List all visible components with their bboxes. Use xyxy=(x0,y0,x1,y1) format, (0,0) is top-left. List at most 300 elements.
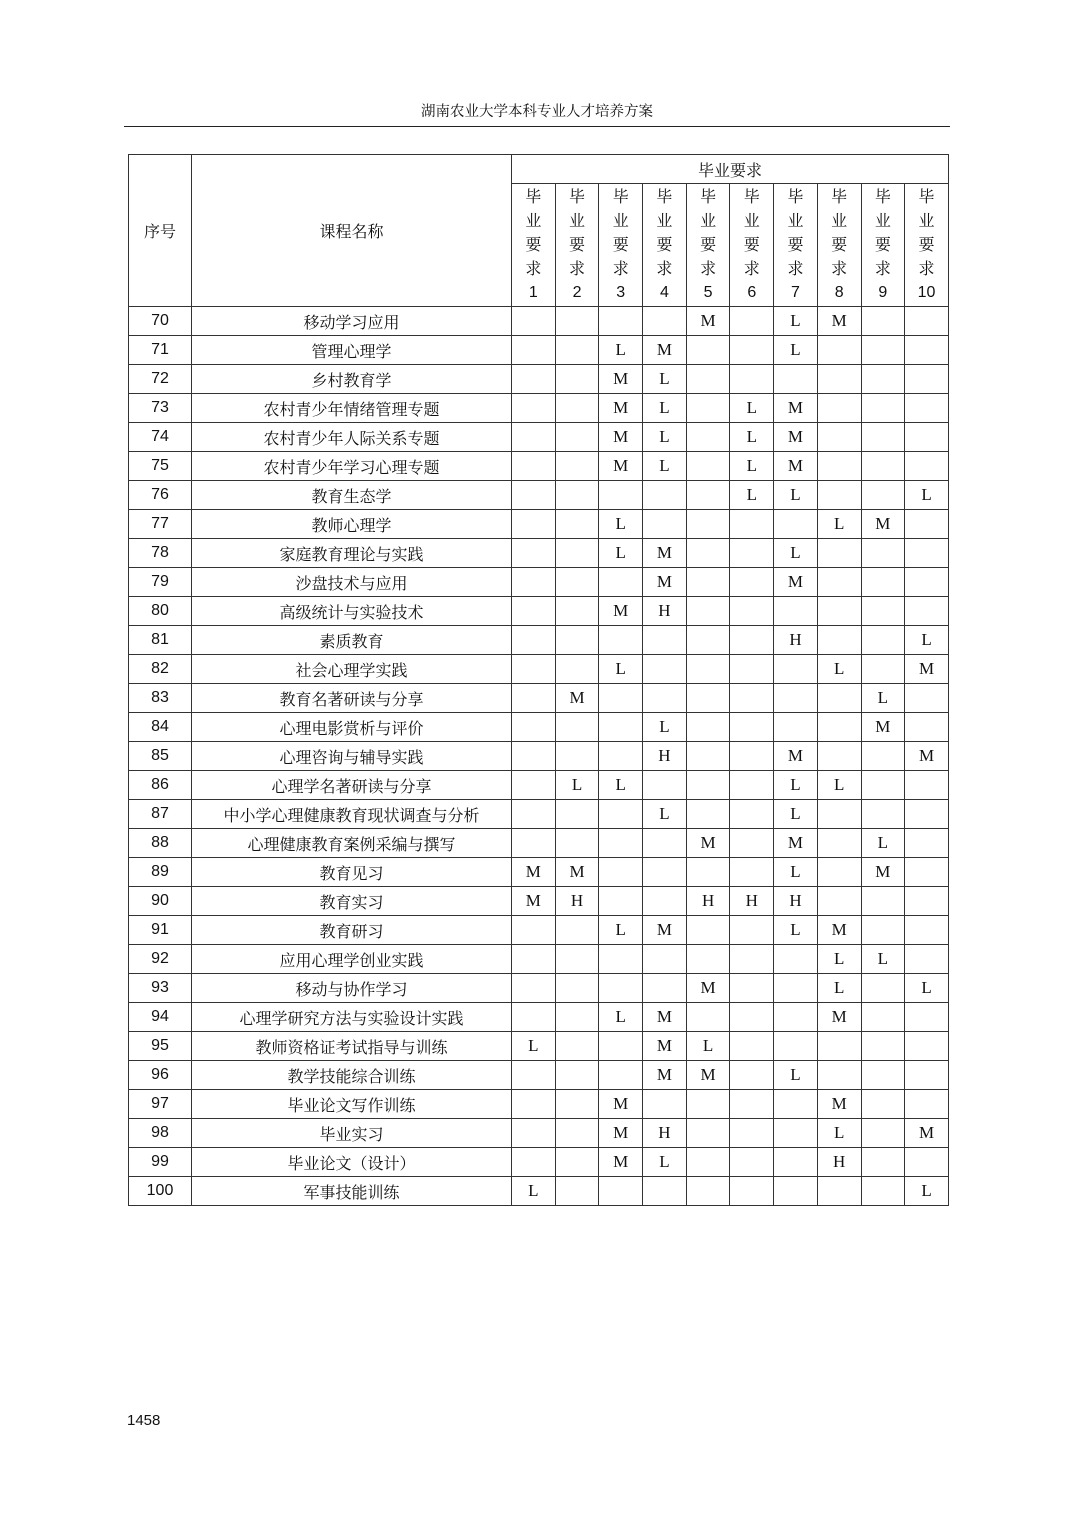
support-level-cell xyxy=(817,568,861,597)
support-level-cell xyxy=(599,1061,643,1090)
requirement-header-char: 业 xyxy=(831,211,848,230)
support-level-cell xyxy=(599,307,643,336)
course-name: 军事技能训练 xyxy=(192,1177,512,1206)
table-row xyxy=(129,1177,949,1206)
column-header-number: 序号 xyxy=(129,155,192,307)
support-level-cell: L xyxy=(861,945,905,974)
row-number: 77 xyxy=(129,510,192,539)
support-level-cell xyxy=(730,510,774,539)
support-level-cell xyxy=(555,916,599,945)
support-level-cell xyxy=(774,974,818,1003)
requirement-header-char: 业 xyxy=(569,211,586,230)
table-row xyxy=(129,1061,949,1090)
support-level-cell: M xyxy=(905,1119,949,1148)
support-level-cell: L xyxy=(730,394,774,423)
course-name: 农村青少年学习心理专题 xyxy=(192,452,512,481)
row-number: 98 xyxy=(129,1119,192,1148)
requirement-header-char: 毕 xyxy=(656,187,673,206)
support-level-cell xyxy=(686,481,730,510)
support-level-cell xyxy=(555,1119,599,1148)
support-level-cell xyxy=(555,829,599,858)
support-level-cell xyxy=(730,742,774,771)
support-level-cell xyxy=(905,713,949,742)
support-level-cell xyxy=(905,307,949,336)
support-level-cell xyxy=(774,1148,818,1177)
support-level-cell xyxy=(512,307,556,336)
support-level-cell xyxy=(817,829,861,858)
support-level-cell: M xyxy=(643,1032,687,1061)
support-level-cell: L xyxy=(817,655,861,684)
support-level-cell: M xyxy=(774,452,818,481)
page-header: 湖南农业大学本科专业人才培养方案 xyxy=(124,100,950,127)
requirement-header-char: 毕 xyxy=(525,187,542,206)
requirement-header-char: 业 xyxy=(525,211,542,230)
support-level-cell xyxy=(730,1003,774,1032)
support-level-cell xyxy=(599,568,643,597)
support-level-cell: L xyxy=(774,336,818,365)
support-level-cell xyxy=(730,916,774,945)
support-level-cell xyxy=(555,336,599,365)
requirement-header-number: 8 xyxy=(834,284,844,301)
support-level-cell: M xyxy=(905,655,949,684)
support-level-cell xyxy=(730,771,774,800)
course-name: 高级统计与实验技术 xyxy=(192,597,512,626)
support-level-cell xyxy=(512,510,556,539)
requirement-header-char: 业 xyxy=(612,211,629,230)
course-name: 毕业论文（设计） xyxy=(192,1148,512,1177)
requirement-header-char: 要 xyxy=(918,235,935,254)
requirement-header-char: 业 xyxy=(874,211,891,230)
table-row xyxy=(129,916,949,945)
support-level-cell: M xyxy=(686,1061,730,1090)
support-level-cell xyxy=(512,713,556,742)
requirement-header-char: 要 xyxy=(700,235,717,254)
course-name: 心理学名著研读与分享 xyxy=(192,771,512,800)
support-level-cell xyxy=(555,481,599,510)
support-level-cell: L xyxy=(599,1003,643,1032)
support-level-cell xyxy=(774,365,818,394)
support-level-cell xyxy=(555,1177,599,1206)
support-level-cell: M xyxy=(643,336,687,365)
support-level-cell: L xyxy=(774,539,818,568)
support-level-cell xyxy=(643,974,687,1003)
support-level-cell xyxy=(686,394,730,423)
support-level-cell xyxy=(861,742,905,771)
row-number: 93 xyxy=(129,974,192,1003)
requirement-header-char: 求 xyxy=(831,259,848,278)
course-name: 教师资格证考试指导与训练 xyxy=(192,1032,512,1061)
support-level-cell: H xyxy=(774,887,818,916)
support-level-cell: L xyxy=(643,365,687,394)
course-name: 社会心理学实践 xyxy=(192,655,512,684)
support-level-cell: M xyxy=(774,394,818,423)
course-name: 教育见习 xyxy=(192,858,512,887)
support-level-cell xyxy=(599,974,643,1003)
table-row xyxy=(129,945,949,974)
requirement-header-number: 1 xyxy=(528,284,538,301)
row-number: 96 xyxy=(129,1061,192,1090)
support-level-cell xyxy=(730,1032,774,1061)
requirement-header-char: 毕 xyxy=(787,187,804,206)
support-level-cell xyxy=(643,771,687,800)
support-level-cell: L xyxy=(686,1032,730,1061)
support-level-cell: L xyxy=(774,1061,818,1090)
support-level-cell xyxy=(512,829,556,858)
support-level-cell: L xyxy=(599,539,643,568)
table-row xyxy=(129,1148,949,1177)
support-level-cell: L xyxy=(861,829,905,858)
support-level-cell: L xyxy=(555,771,599,800)
support-level-cell xyxy=(905,858,949,887)
requirement-header-char: 求 xyxy=(525,259,542,278)
support-level-cell xyxy=(643,626,687,655)
requirement-header-char: 求 xyxy=(918,259,935,278)
support-level-cell: M xyxy=(599,423,643,452)
requirement-header-char: 要 xyxy=(525,235,542,254)
table-row xyxy=(129,829,949,858)
support-level-cell xyxy=(817,684,861,713)
requirement-header-char: 求 xyxy=(874,259,891,278)
support-level-cell: M xyxy=(599,452,643,481)
requirement-header-number: 2 xyxy=(572,284,582,301)
requirement-header-6 xyxy=(730,184,774,307)
support-level-cell xyxy=(817,713,861,742)
support-level-cell xyxy=(905,510,949,539)
course-name: 心理咨询与辅导实践 xyxy=(192,742,512,771)
support-level-cell xyxy=(730,1177,774,1206)
support-level-cell xyxy=(905,1148,949,1177)
support-level-cell: M xyxy=(817,1003,861,1032)
requirement-header-char: 要 xyxy=(831,235,848,254)
support-level-cell xyxy=(774,684,818,713)
support-level-cell: M xyxy=(817,307,861,336)
requirement-header-number: 9 xyxy=(878,284,888,301)
row-number: 99 xyxy=(129,1148,192,1177)
row-number: 70 xyxy=(129,307,192,336)
support-level-cell: M xyxy=(599,597,643,626)
support-level-cell: M xyxy=(774,742,818,771)
support-level-cell xyxy=(730,829,774,858)
support-level-cell: M xyxy=(643,1003,687,1032)
support-level-cell: M xyxy=(686,974,730,1003)
support-level-cell xyxy=(599,800,643,829)
requirement-header-8 xyxy=(817,184,861,307)
support-level-cell xyxy=(861,1148,905,1177)
support-level-cell: H xyxy=(730,887,774,916)
support-level-cell xyxy=(512,481,556,510)
support-level-cell: M xyxy=(643,1061,687,1090)
course-name: 毕业论文写作训练 xyxy=(192,1090,512,1119)
support-level-cell xyxy=(512,945,556,974)
support-level-cell xyxy=(817,1061,861,1090)
graduation-requirements-matrix xyxy=(128,154,949,1206)
support-level-cell xyxy=(730,1119,774,1148)
support-level-cell xyxy=(686,336,730,365)
support-level-cell xyxy=(861,394,905,423)
row-number: 94 xyxy=(129,1003,192,1032)
support-level-cell xyxy=(817,1032,861,1061)
row-number: 92 xyxy=(129,945,192,974)
support-level-cell: L xyxy=(774,307,818,336)
support-level-cell: M xyxy=(774,829,818,858)
table-row xyxy=(129,684,949,713)
support-level-cell: L xyxy=(774,771,818,800)
course-name: 农村青少年人际关系专题 xyxy=(192,423,512,452)
requirement-header-char: 毕 xyxy=(569,187,586,206)
support-level-cell xyxy=(686,597,730,626)
support-level-cell xyxy=(599,945,643,974)
support-level-cell xyxy=(643,858,687,887)
support-level-cell xyxy=(817,336,861,365)
support-level-cell xyxy=(861,1090,905,1119)
column-header-course-name: 课程名称 xyxy=(192,155,512,307)
table-row xyxy=(129,1032,949,1061)
support-level-cell xyxy=(861,771,905,800)
support-level-cell xyxy=(686,771,730,800)
requirement-header-3 xyxy=(599,184,643,307)
support-level-cell xyxy=(905,336,949,365)
row-number: 73 xyxy=(129,394,192,423)
support-level-cell xyxy=(817,394,861,423)
support-level-cell: L xyxy=(643,1148,687,1177)
support-level-cell xyxy=(861,307,905,336)
support-level-cell xyxy=(555,713,599,742)
support-level-cell xyxy=(730,858,774,887)
requirement-header-number: 3 xyxy=(616,284,626,301)
support-level-cell: L xyxy=(774,481,818,510)
support-level-cell xyxy=(686,858,730,887)
support-level-cell xyxy=(774,1032,818,1061)
support-level-cell: L xyxy=(599,336,643,365)
support-level-cell xyxy=(905,916,949,945)
support-level-cell xyxy=(817,423,861,452)
support-level-cell xyxy=(817,597,861,626)
support-level-cell: L xyxy=(643,394,687,423)
support-level-cell xyxy=(599,829,643,858)
course-name: 心理电影赏析与评价 xyxy=(192,713,512,742)
requirement-header-7 xyxy=(774,184,818,307)
support-level-cell: M xyxy=(643,568,687,597)
support-level-cell: L xyxy=(643,423,687,452)
support-level-cell xyxy=(555,307,599,336)
support-level-cell xyxy=(512,1148,556,1177)
support-level-cell: L xyxy=(817,974,861,1003)
support-level-cell xyxy=(730,1148,774,1177)
support-level-cell xyxy=(905,365,949,394)
support-level-cell xyxy=(817,1177,861,1206)
requirement-header-char: 要 xyxy=(612,235,629,254)
support-level-cell: L xyxy=(643,452,687,481)
support-level-cell xyxy=(686,452,730,481)
support-level-cell xyxy=(905,394,949,423)
support-level-cell xyxy=(512,423,556,452)
support-level-cell xyxy=(905,771,949,800)
support-level-cell xyxy=(774,510,818,539)
requirement-header-char: 要 xyxy=(874,235,891,254)
table-header xyxy=(129,155,949,307)
requirement-header-2 xyxy=(555,184,599,307)
requirement-header-number: 7 xyxy=(791,284,800,301)
support-level-cell xyxy=(861,336,905,365)
requirement-header-char: 业 xyxy=(918,211,935,230)
course-name: 教学技能综合训练 xyxy=(192,1061,512,1090)
support-level-cell: M xyxy=(686,829,730,858)
support-level-cell: L xyxy=(512,1032,556,1061)
support-level-cell xyxy=(643,655,687,684)
support-level-cell xyxy=(686,945,730,974)
support-level-cell: M xyxy=(774,423,818,452)
requirement-header-char: 求 xyxy=(743,259,760,278)
support-level-cell: M xyxy=(599,365,643,394)
support-level-cell xyxy=(730,800,774,829)
support-level-cell: H xyxy=(643,742,687,771)
requirement-header-char: 要 xyxy=(569,235,586,254)
requirement-header-char: 毕 xyxy=(874,187,891,206)
support-level-cell xyxy=(686,1148,730,1177)
support-level-cell xyxy=(555,945,599,974)
support-level-cell xyxy=(730,568,774,597)
row-number: 85 xyxy=(129,742,192,771)
table-row xyxy=(129,655,949,684)
course-name: 心理健康教育案例采编与撰写 xyxy=(192,829,512,858)
support-level-cell xyxy=(686,713,730,742)
support-level-cell xyxy=(555,655,599,684)
row-number: 90 xyxy=(129,887,192,916)
support-level-cell xyxy=(905,684,949,713)
row-number: 100 xyxy=(129,1177,192,1206)
support-level-cell xyxy=(861,800,905,829)
support-level-cell xyxy=(730,365,774,394)
support-level-cell xyxy=(512,365,556,394)
support-level-cell xyxy=(817,858,861,887)
support-level-cell xyxy=(905,945,949,974)
course-name: 心理学研究方法与实验设计实践 xyxy=(192,1003,512,1032)
support-level-cell xyxy=(730,336,774,365)
support-level-cell xyxy=(905,597,949,626)
support-level-cell xyxy=(686,742,730,771)
requirement-header-number: 6 xyxy=(747,284,757,301)
support-level-cell xyxy=(817,365,861,394)
table-row xyxy=(129,394,949,423)
table-row xyxy=(129,452,949,481)
support-level-cell xyxy=(512,655,556,684)
support-level-cell xyxy=(817,887,861,916)
support-level-cell xyxy=(905,539,949,568)
support-level-cell xyxy=(817,452,861,481)
requirement-header-1 xyxy=(512,184,556,307)
support-level-cell: H xyxy=(555,887,599,916)
support-level-cell xyxy=(686,916,730,945)
support-level-cell xyxy=(774,655,818,684)
support-level-cell xyxy=(817,481,861,510)
support-level-cell xyxy=(555,423,599,452)
support-level-cell xyxy=(730,655,774,684)
requirement-header-10 xyxy=(905,184,949,307)
course-name: 教育实习 xyxy=(192,887,512,916)
support-level-cell: L xyxy=(643,800,687,829)
support-level-cell xyxy=(817,800,861,829)
row-number: 72 xyxy=(129,365,192,394)
support-level-cell xyxy=(861,365,905,394)
table-row xyxy=(129,307,949,336)
table-row xyxy=(129,423,949,452)
support-level-cell xyxy=(512,336,556,365)
support-level-cell xyxy=(512,800,556,829)
requirement-header-char: 求 xyxy=(569,259,586,278)
support-level-cell xyxy=(599,713,643,742)
support-level-cell xyxy=(774,945,818,974)
requirement-header-char: 毕 xyxy=(612,187,629,206)
support-level-cell xyxy=(861,452,905,481)
support-level-cell: L xyxy=(730,452,774,481)
course-name: 教师心理学 xyxy=(192,510,512,539)
support-level-cell xyxy=(861,1032,905,1061)
support-level-cell: L xyxy=(599,655,643,684)
requirement-header-char: 求 xyxy=(656,259,673,278)
table-row xyxy=(129,336,949,365)
support-level-cell xyxy=(643,307,687,336)
course-name: 毕业实习 xyxy=(192,1119,512,1148)
support-level-cell xyxy=(686,1119,730,1148)
support-level-cell xyxy=(686,655,730,684)
row-number: 88 xyxy=(129,829,192,858)
table-row xyxy=(129,365,949,394)
course-name: 沙盘技术与应用 xyxy=(192,568,512,597)
support-level-cell xyxy=(599,887,643,916)
support-level-cell xyxy=(730,945,774,974)
support-level-cell xyxy=(861,1003,905,1032)
support-level-cell: L xyxy=(512,1177,556,1206)
table-row xyxy=(129,626,949,655)
table-row xyxy=(129,1090,949,1119)
support-level-cell xyxy=(861,423,905,452)
support-level-cell: L xyxy=(599,916,643,945)
support-level-cell xyxy=(512,597,556,626)
support-level-cell xyxy=(555,1090,599,1119)
support-level-cell xyxy=(555,1061,599,1090)
support-level-cell xyxy=(905,887,949,916)
support-level-cell xyxy=(817,742,861,771)
support-level-cell: M xyxy=(512,887,556,916)
support-level-cell xyxy=(730,1061,774,1090)
support-level-cell xyxy=(555,394,599,423)
row-number: 74 xyxy=(129,423,192,452)
support-level-cell: M xyxy=(599,1090,643,1119)
support-level-cell xyxy=(861,1119,905,1148)
page-number: 1458 xyxy=(127,1412,161,1429)
support-level-cell xyxy=(686,568,730,597)
support-level-cell xyxy=(512,1061,556,1090)
course-name: 教育名著研读与分享 xyxy=(192,684,512,713)
support-level-cell xyxy=(643,1090,687,1119)
support-level-cell xyxy=(686,626,730,655)
support-level-cell xyxy=(555,1003,599,1032)
support-level-cell: L xyxy=(905,626,949,655)
support-level-cell xyxy=(730,1090,774,1119)
requirement-header-char: 要 xyxy=(787,235,804,254)
support-level-cell xyxy=(861,655,905,684)
support-level-cell xyxy=(774,713,818,742)
table-row xyxy=(129,771,949,800)
support-level-cell xyxy=(643,887,687,916)
support-level-cell xyxy=(774,1177,818,1206)
support-level-cell: M xyxy=(686,307,730,336)
course-name: 家庭教育理论与实践 xyxy=(192,539,512,568)
requirement-header-char: 业 xyxy=(743,211,760,230)
support-level-cell xyxy=(555,974,599,1003)
support-level-cell: L xyxy=(730,481,774,510)
support-level-cell xyxy=(555,742,599,771)
